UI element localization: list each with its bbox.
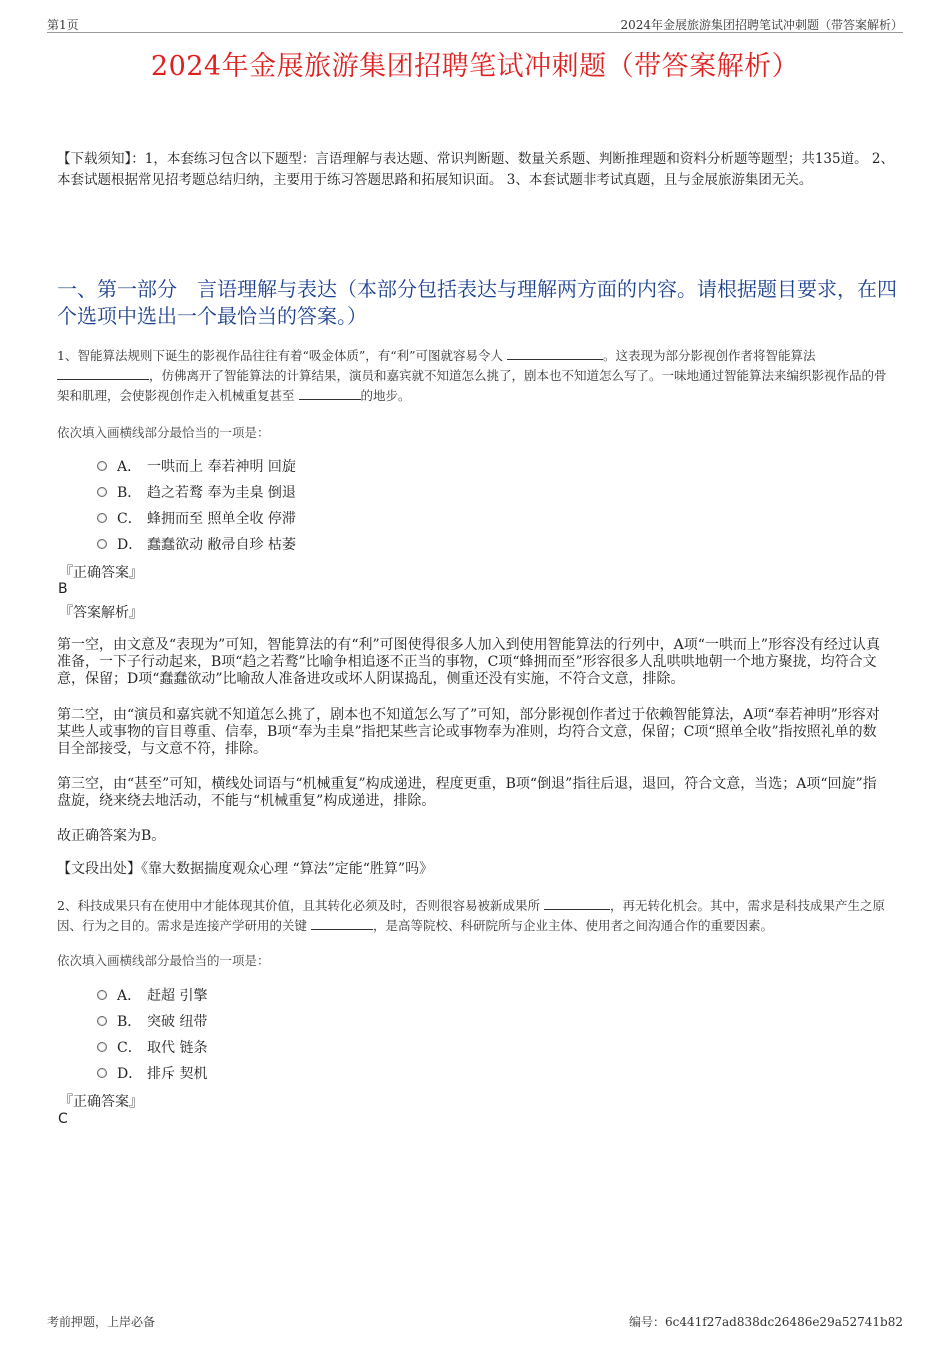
- option-text: 突破 纽带: [147, 1014, 208, 1030]
- radio-icon[interactable]: [97, 990, 107, 1000]
- question-1-text-part: ，仿佛离开了智能算法的计算结果，演员和嘉宾就不知道怎么挑了，剧本也不知道怎么写了。一味地通过智能算法来编织影视作品的骨架和肌理，会使影视创作走入机械重复甚至: [57, 368, 887, 403]
- option-letter: C．: [117, 1040, 142, 1056]
- answer-label: 『正确答案』: [59, 1094, 143, 1110]
- page-number: 第1页: [47, 18, 79, 32]
- page-header: [47, 14, 903, 33]
- fill-blank: [544, 896, 610, 910]
- option-text: 排斥 契机: [147, 1066, 208, 1082]
- radio-icon[interactable]: [97, 461, 107, 471]
- option-c[interactable]: [97, 505, 296, 531]
- option-text: 蜂拥而至 照单全收 停滞: [147, 511, 296, 527]
- option-letter: B．: [117, 485, 142, 501]
- question-2-prompt: 依次填入画横线部分最恰当的一项是：: [57, 953, 270, 968]
- option-b[interactable]: [97, 1008, 207, 1034]
- answer-label: 『正确答案』: [59, 565, 143, 581]
- option-letter: C．: [117, 511, 142, 527]
- radio-icon[interactable]: [97, 1042, 107, 1052]
- question-1-text-part: 。这表现为部分影视创作者将智能算法: [603, 348, 816, 363]
- download-notice: 【下载须知】：1，本套练习包含以下题型：言语理解与表达题、常识判断题、数量关系题、判断推理题和资料分析题等题型；共135道。 2、本套试题根据常见招考题总结归纳，主要用于练习答题思路和拓展知识面。 3、本套试题非考试真题，且与金展旅游集团无关。: [57, 151, 894, 188]
- fill-blank: [299, 386, 361, 400]
- question-1-options: [97, 453, 296, 557]
- question-1-prompt: 依次填入画横线部分最恰当的一项是：: [57, 425, 270, 440]
- option-letter: D．: [117, 537, 143, 553]
- option-text: 取代 链条: [147, 1040, 208, 1056]
- header-doc-title: 2024年金展旅游集团招聘笔试冲刺题（带答案解析）: [620, 18, 903, 32]
- option-letter: A．: [117, 459, 142, 475]
- option-b[interactable]: [97, 479, 296, 505]
- question-2-options: [97, 982, 207, 1086]
- answer-value: B: [58, 581, 68, 597]
- question-1-text-part: 1、智能算法规则下诞生的影视作品往往有着“吸金体质”，有“利”可图就容易令人: [57, 348, 504, 363]
- footer-slogan: 考前押题，上岸必备: [47, 1315, 156, 1329]
- page-title: 2024年金展旅游集团招聘笔试冲刺题（带答案解析）: [150, 51, 800, 82]
- section-heading: 一、第一部分 言语理解与表达（本部分包括表达与理解两方面的内容。请根据题目要求，在四个选项中选出一个最恰当的答案。）: [57, 277, 897, 328]
- question-2-text-part: ，是高等院校、科研院所与企业主体、使用者之间沟通合作的重要因素。: [373, 918, 774, 933]
- radio-icon[interactable]: [97, 487, 107, 497]
- analysis-paragraph: 第二空，由“演员和嘉宾就不知道怎么挑了，剧本也不知道怎么写了”可知，部分影视创作者过于依赖智能算法，A项“奉若神明”形容对某些人或事物的盲目尊重、信奉，B项“奉为圭臬”指把某些言论或事物奉为准则，均符合文意，保留；C项“照单全收”指按照礼单的数目全部接受，与文意不符，排除。: [57, 707, 880, 757]
- radio-icon[interactable]: [97, 1016, 107, 1026]
- option-d[interactable]: [97, 531, 296, 557]
- radio-icon[interactable]: [97, 539, 107, 549]
- option-letter: B．: [117, 1014, 142, 1030]
- analysis-conclusion: 故正确答案为B。: [57, 828, 166, 844]
- option-text: 赶超 引擎: [147, 988, 208, 1004]
- fill-blank: [507, 346, 603, 360]
- fill-blank: [57, 366, 149, 380]
- question-1-text-part: 的地步。: [360, 388, 411, 403]
- option-text: 一哄而上 奉若神明 回旋: [147, 459, 296, 475]
- text-source: 【文段出处】《靠大数据揣度观众心理 “算法”定能“胜算”吗》: [57, 861, 434, 877]
- option-letter: A．: [117, 988, 142, 1004]
- analysis-paragraph: 第三空，由“甚至”可知，横线处词语与“机械重复”构成递进，程度更重，B项“倒退”指往后退，退回，符合文意，当选；A项“回旋”指盘旋，绕来绕去地活动，不能与“机械重复”构成递进，排除。: [57, 776, 877, 809]
- option-a[interactable]: [97, 982, 207, 1008]
- answer-value: C: [58, 1111, 68, 1127]
- option-a[interactable]: [97, 453, 296, 479]
- question-1-text: [57, 346, 897, 406]
- radio-icon[interactable]: [97, 1068, 107, 1078]
- option-text: 趋之若鹜 奉为圭臬 倒退: [147, 485, 296, 501]
- footer-doc-id: 编号：6c441f27ad838dc26486e29a52741b82: [629, 1315, 903, 1329]
- option-text: 蠢蠢欲动 敝帚自珍 枯萎: [147, 537, 296, 553]
- question-2-text-part: 2、科技成果只有在使用中才能体现其价值，且其转化必须及时，否则很容易被新成果所: [57, 898, 540, 913]
- question-2-text: [57, 896, 897, 936]
- analysis-paragraph: 第一空，由文意及“表现为”可知，智能算法的有“利”可图使得很多人加入到使用智能算法的行列中，A项“一哄而上”形容没有经过认真准备，一下子行动起来，B项“趋之若鹜”比喻争相追逐不正当的事物，C项“蜂拥而至”形容很多人乱哄哄地朝一个地方聚拢，均符合文意，保留；D项“蠢蠢欲动”比喻敌人准备进攻或坏人阴谋捣乱，侧重还没有实施，不符合文意，排除。: [57, 637, 881, 687]
- fill-blank: [311, 916, 373, 930]
- question-2-text-part: ，再无转化机会。其中，需求是科技成果产生之原因、行为之目的。需求是连接产学研用的关键: [57, 898, 885, 933]
- option-letter: D．: [117, 1066, 143, 1082]
- analysis-label: 『答案解析』: [59, 605, 143, 621]
- option-d[interactable]: [97, 1060, 207, 1086]
- option-c[interactable]: [97, 1034, 207, 1060]
- radio-icon[interactable]: [97, 513, 107, 523]
